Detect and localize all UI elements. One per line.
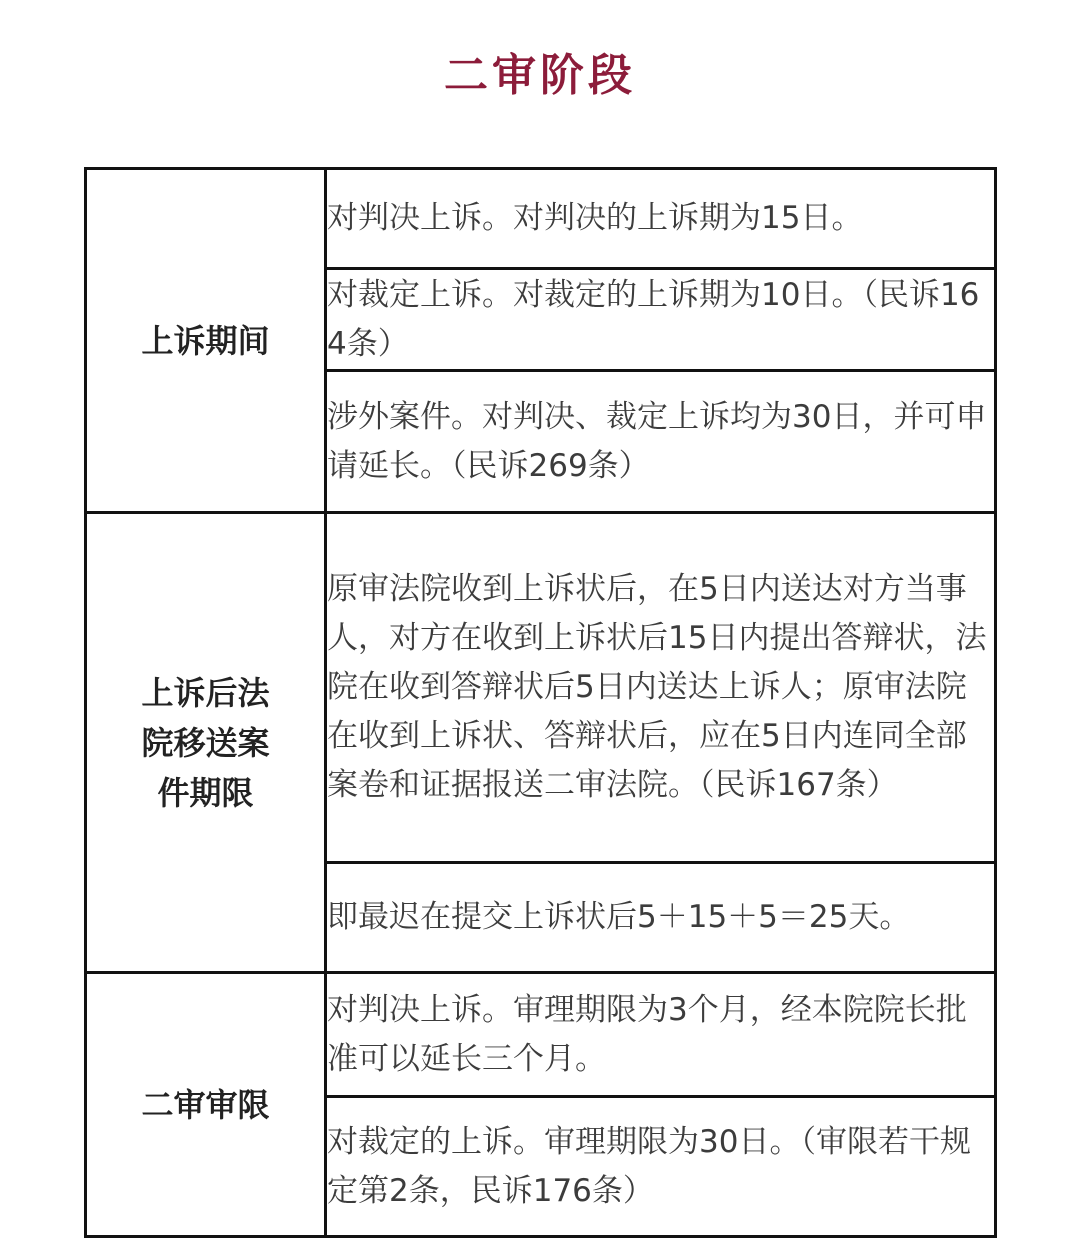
table-row (86, 973, 996, 1097)
content-text: 对裁定的上诉。审理期限为30日。（审限若干规定第2条，民诉176条） (327, 1123, 971, 1209)
periods-table (84, 167, 997, 1238)
content-cell (326, 169, 996, 269)
content-text: 原审法院收到上诉状后，在5日内送达对方当事人，对方在收到上诉状后15日内提出答辩状，法院在收到答辩状后5日内送达上诉人；原审法院在收到上诉状、答辩状后，应在5日内连同全部案卷和证据报送二审法院。（民诉167条） (327, 571, 987, 803)
content-cell (326, 371, 996, 513)
content-cell (326, 973, 996, 1097)
content-text: 即最迟在提交上诉状后5＋15＋5＝25天。 (327, 899, 911, 935)
content-text: 对判决上诉。对判决的上诉期为15日。 (327, 200, 863, 236)
content-cell (326, 1097, 996, 1237)
category-cell-transfer-period (86, 513, 326, 973)
content-text: 对判决上诉。审理期限为3个月，经本院院长批准可以延长三个月。 (327, 991, 967, 1077)
content-text: 涉外案件。对判决、裁定上诉均为30日，并可申请延长。（民诉269条） (327, 398, 987, 484)
category-cell-appeal-period (86, 169, 326, 513)
category-label: 上诉后法院移送案件期限 (141, 673, 270, 812)
page-title: 二审阶段 (444, 50, 636, 101)
category-label: 上诉期间 (141, 321, 270, 360)
content-cell (326, 513, 996, 863)
content-cell (326, 863, 996, 973)
category-cell-trial-period (86, 973, 326, 1237)
category-label: 二审审限 (141, 1085, 270, 1124)
content-cell (326, 269, 996, 371)
content-text: 对裁定上诉。对裁定的上诉期为10日。（民诉164条） (327, 276, 980, 362)
table-row (86, 169, 996, 269)
table-row (86, 513, 996, 863)
